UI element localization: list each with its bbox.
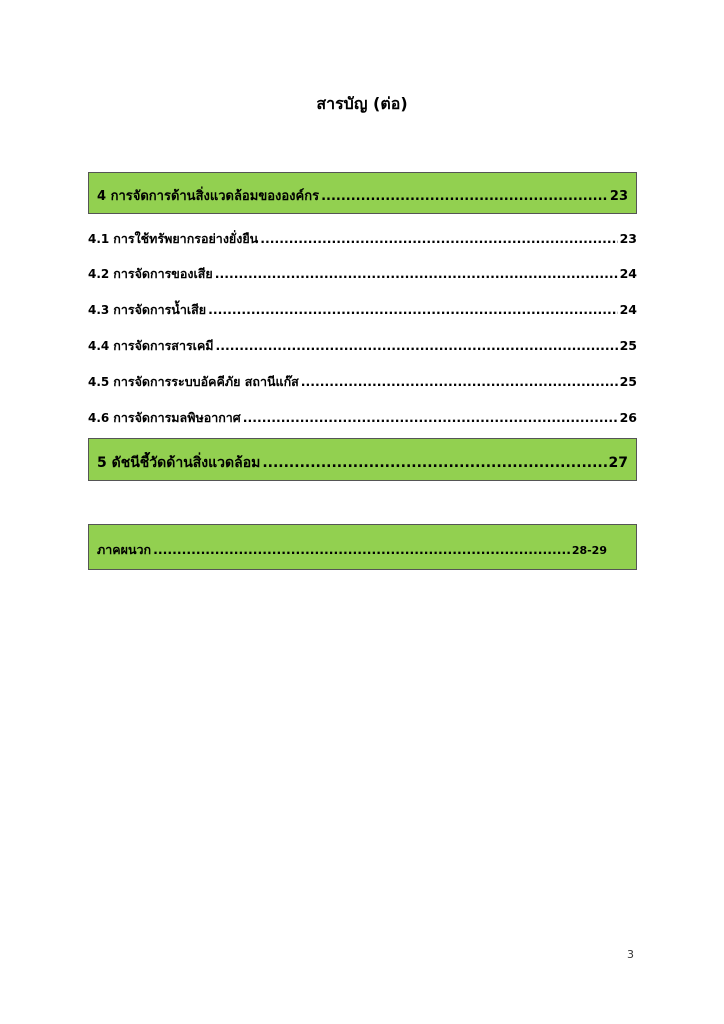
page-title: สารบัญ (ต่อ) <box>316 94 408 113</box>
toc-entry-number: 4.1 <box>88 232 110 246</box>
dot-leader <box>301 374 618 389</box>
toc-entry-label: การจัดการของเสีย <box>113 266 213 281</box>
toc-appendix-page: 28-29 <box>571 544 607 557</box>
toc-entry-number: 4.2 <box>88 267 110 281</box>
toc-entry-label: การจัดการสารเคมี <box>113 338 214 353</box>
toc-section-4-page: 23 <box>609 189 628 204</box>
toc-section-5-label: 5 ดัชนีชี้วัดด้านสิ่งแวดล้อม <box>97 455 261 471</box>
toc-entry-number: 4.6 <box>88 411 110 425</box>
toc-section-5-box <box>88 438 637 481</box>
toc-entry-number: 4.5 <box>88 375 110 389</box>
toc-section-4-box <box>88 172 637 214</box>
toc-entry-page: 24 <box>619 302 637 317</box>
toc-entry-page: 23 <box>619 231 637 246</box>
dot-leader <box>260 231 617 246</box>
toc-appendix-label: ภาคผนวก <box>97 542 152 557</box>
toc-entry-number: 4.3 <box>88 303 110 317</box>
toc-entry-4-6[interactable] <box>88 408 637 428</box>
dot-leader <box>208 302 617 317</box>
toc-entry-4-1[interactable] <box>88 229 637 249</box>
toc-entry-label: การจัดการน้ำเสีย <box>113 302 207 317</box>
dot-leader <box>262 455 606 471</box>
toc-section-4[interactable] <box>97 185 628 206</box>
toc-entry-label: การใช้ทรัพยากรอย่างยั่งยืน <box>113 231 259 246</box>
toc-entry-page: 26 <box>619 410 637 425</box>
dot-leader <box>153 542 570 557</box>
dot-leader <box>215 266 618 281</box>
toc-entry-number: 4.4 <box>88 339 110 353</box>
toc-entry-page: 24 <box>619 266 637 281</box>
toc-entry-page: 25 <box>619 338 637 353</box>
toc-entry-label: การจัดการระบบอัคคีภัย สถานีแก๊ส <box>113 374 299 389</box>
page-number: 3 <box>627 948 634 961</box>
toc-entry-4-5[interactable] <box>88 372 637 392</box>
toc-entry-page: 25 <box>619 374 637 389</box>
toc-section-5[interactable] <box>97 452 628 474</box>
dot-leader <box>243 410 618 425</box>
dot-leader <box>216 338 618 353</box>
toc-entry-4-3[interactable] <box>88 300 637 320</box>
toc-section-4-label: 4 การจัดการด้านสิ่งแวดล้อมขององค์กร <box>97 189 320 204</box>
toc-entry-4-2[interactable] <box>88 264 637 284</box>
toc-appendix[interactable] <box>97 540 607 560</box>
toc-entry-4-4[interactable] <box>88 336 637 356</box>
toc-section-5-page: 27 <box>608 455 628 471</box>
dot-leader <box>321 189 608 204</box>
toc-entry-label: การจัดการมลพิษอากาศ <box>113 410 241 425</box>
toc-appendix-box <box>88 524 637 570</box>
